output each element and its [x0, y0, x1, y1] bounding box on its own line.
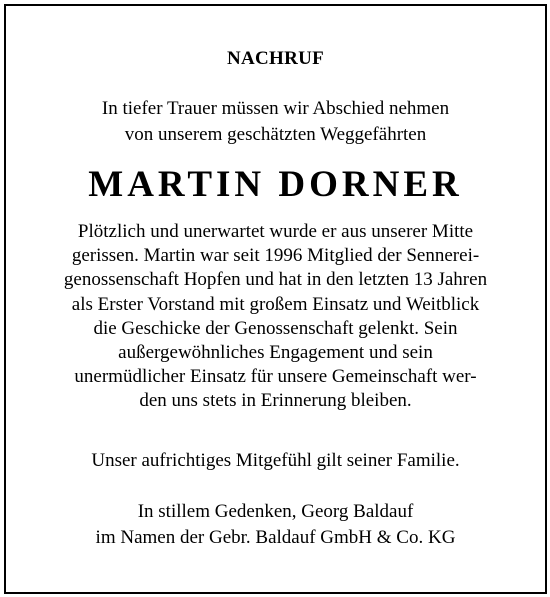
intro-text — [6, 96, 545, 148]
obituary-border-frame — [4, 4, 547, 594]
tribute-line: gerissen. Martin war seit 1996 Mitglied der Sennerei- — [71, 245, 480, 267]
notice-heading: NACHRUF — [226, 48, 325, 69]
signature-line: In stillem Gedenken, Georg Baldauf — [137, 501, 414, 522]
tribute-line: genossenschaft Hopfen und hat in den letzten 13 Jahren — [63, 269, 488, 291]
signature-block — [6, 499, 545, 551]
tribute-line: unermüdlicher Einsatz für unsere Gemeinschaft wer- — [74, 366, 477, 388]
tribute-line: die Geschicke der Genossenschaft gelenkt. Sein — [93, 317, 458, 339]
tribute-line: den uns stets in Erinnerung bleiben. — [139, 390, 412, 412]
tribute-line: als Erster Vorstand mit großem Einsatz und Weitblick — [71, 293, 480, 315]
tribute-line: außergewöhnliches Engagement und sein — [118, 342, 433, 364]
tribute-line: Plötzlich und unerwartet wurde er aus unserer Mitte — [77, 221, 474, 242]
obituary-notice — [6, 6, 545, 592]
deceased-name: MARTIN DORNER — [88, 164, 463, 205]
condolence-line: Unser aufrichtiges Mitgefühl gilt seiner Familie. — [91, 450, 460, 471]
signature-line: im Namen der Gebr. Baldauf GmbH & Co. KG — [95, 527, 456, 548]
intro-line: In tiefer Trauer müssen wir Abschied nehmen — [101, 98, 450, 119]
tribute-text — [6, 220, 545, 414]
intro-line: von unserem geschätzten Weggefährten — [124, 124, 427, 145]
